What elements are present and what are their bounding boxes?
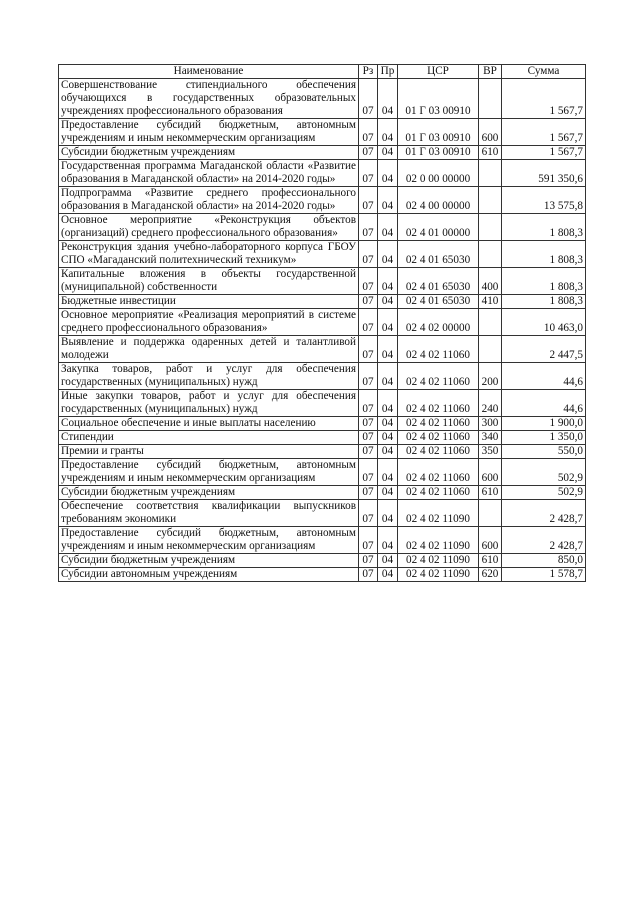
row-pr: 04 — [378, 417, 398, 431]
table-row — [59, 336, 586, 363]
row-name: Субсидии бюджетным учреждениям — [59, 486, 359, 500]
row-vr — [479, 500, 502, 527]
row-name: Реконструкция здания учебно-лабораторного корпуса ГБОУ СПО «Магаданский политехнический техникум» — [59, 241, 359, 268]
row-sum: 1 567,7 — [502, 79, 586, 119]
row-rz: 07 — [359, 309, 378, 336]
row-pr: 04 — [378, 309, 398, 336]
header-vr: ВР — [479, 65, 502, 79]
table-row — [59, 160, 586, 187]
row-pr: 04 — [378, 459, 398, 486]
row-name: Субсидии бюджетным учреждениям — [59, 146, 359, 160]
row-pr: 04 — [378, 486, 398, 500]
row-sum: 2 428,7 — [502, 527, 586, 554]
row-csr: 02 4 01 65030 — [398, 241, 479, 268]
row-vr — [479, 241, 502, 268]
row-csr: 02 4 01 65030 — [398, 268, 479, 295]
row-csr: 02 4 02 11090 — [398, 527, 479, 554]
row-sum: 1 808,3 — [502, 241, 586, 268]
row-rz: 07 — [359, 554, 378, 568]
row-pr: 04 — [378, 554, 398, 568]
header-sum: Сумма — [502, 65, 586, 79]
row-pr: 04 — [378, 500, 398, 527]
row-sum: 502,9 — [502, 486, 586, 500]
row-csr: 02 4 02 11090 — [398, 554, 479, 568]
row-vr — [479, 79, 502, 119]
row-vr — [479, 160, 502, 187]
row-sum: 591 350,6 — [502, 160, 586, 187]
table-row — [59, 527, 586, 554]
row-pr: 04 — [378, 568, 398, 582]
table-row — [59, 554, 586, 568]
row-vr: 340 — [479, 431, 502, 445]
row-sum: 1 808,3 — [502, 214, 586, 241]
row-rz: 07 — [359, 486, 378, 500]
row-name: Социальное обеспечение и иные выплаты населению — [59, 417, 359, 431]
table-row — [59, 268, 586, 295]
row-name: Стипендии — [59, 431, 359, 445]
row-vr: 240 — [479, 390, 502, 417]
row-vr: 600 — [479, 527, 502, 554]
row-name: Бюджетные инвестиции — [59, 295, 359, 309]
row-rz: 07 — [359, 459, 378, 486]
row-rz: 07 — [359, 79, 378, 119]
row-vr — [479, 336, 502, 363]
header-name: Наименование — [59, 65, 359, 79]
table-row — [59, 187, 586, 214]
row-pr: 04 — [378, 119, 398, 146]
row-rz: 07 — [359, 241, 378, 268]
table-row — [59, 568, 586, 582]
table-row — [59, 445, 586, 459]
row-pr: 04 — [378, 295, 398, 309]
row-csr: 02 4 02 11090 — [398, 568, 479, 582]
row-csr: 02 4 02 11060 — [398, 445, 479, 459]
table-row — [59, 146, 586, 160]
row-csr: 01 Г 03 00910 — [398, 119, 479, 146]
row-name: Капитальные вложения в объекты государственной (муниципальной) собственности — [59, 268, 359, 295]
table-row — [59, 417, 586, 431]
row-pr: 04 — [378, 241, 398, 268]
row-rz: 07 — [359, 363, 378, 390]
row-sum: 1 808,3 — [502, 295, 586, 309]
header-rz: Рз — [359, 65, 378, 79]
row-pr: 04 — [378, 160, 398, 187]
row-pr: 04 — [378, 363, 398, 390]
row-rz: 07 — [359, 336, 378, 363]
row-sum: 2 447,5 — [502, 336, 586, 363]
row-rz: 07 — [359, 295, 378, 309]
row-name: Предоставление субсидий бюджетным, автономным учреждениям и иным некоммерческим организациям — [59, 119, 359, 146]
row-csr: 02 4 02 11060 — [398, 431, 479, 445]
row-vr: 600 — [479, 459, 502, 486]
table-row — [59, 79, 586, 119]
row-name: Предоставление субсидий бюджетным, автономным учреждениям и иным некоммерческим организациям — [59, 527, 359, 554]
row-name: Обеспечение соответствия квалификации выпускников требованиям экономики — [59, 500, 359, 527]
row-csr: 02 4 02 11090 — [398, 500, 479, 527]
row-csr: 02 4 02 11060 — [398, 363, 479, 390]
header-pr: Пр — [378, 65, 398, 79]
row-vr: 400 — [479, 268, 502, 295]
row-name: Подпрограмма «Развитие среднего профессионального образования в Магаданской области» на 2014-2020 годы» — [59, 187, 359, 214]
row-rz: 07 — [359, 568, 378, 582]
row-rz: 07 — [359, 527, 378, 554]
row-vr: 350 — [479, 445, 502, 459]
row-sum: 1 900,0 — [502, 417, 586, 431]
row-csr: 02 4 02 11060 — [398, 417, 479, 431]
row-name: Государственная программа Магаданской области «Развитие образования в Магаданской области» на 2014-2020 годы» — [59, 160, 359, 187]
row-rz: 07 — [359, 160, 378, 187]
table-row — [59, 214, 586, 241]
row-rz: 07 — [359, 431, 378, 445]
table-row — [59, 486, 586, 500]
row-rz: 07 — [359, 390, 378, 417]
row-csr: 02 4 02 11060 — [398, 459, 479, 486]
row-csr: 02 4 02 11060 — [398, 390, 479, 417]
row-pr: 04 — [378, 390, 398, 417]
table-row — [59, 500, 586, 527]
row-csr: 01 Г 03 00910 — [398, 146, 479, 160]
row-vr — [479, 187, 502, 214]
row-sum: 1 808,3 — [502, 268, 586, 295]
row-sum: 1 567,7 — [502, 146, 586, 160]
row-vr — [479, 309, 502, 336]
row-name: Субсидии автономным учреждениям — [59, 568, 359, 582]
table-row — [59, 363, 586, 390]
table-row — [59, 459, 586, 486]
row-sum: 1 350,0 — [502, 431, 586, 445]
row-csr: 02 4 00 00000 — [398, 187, 479, 214]
row-name: Основное мероприятие «Реализация мероприятий в системе среднего профессионального образования» — [59, 309, 359, 336]
row-name: Закупка товаров, работ и услуг для обеспечения государственных (муниципальных) нужд — [59, 363, 359, 390]
budget-table-page — [58, 64, 585, 582]
row-sum: 2 428,7 — [502, 500, 586, 527]
row-csr: 02 4 02 11060 — [398, 336, 479, 363]
header-csr: ЦСР — [398, 65, 479, 79]
table-row — [59, 241, 586, 268]
row-name: Совершенствование стипендиального обеспечения обучающихся в государственных образовательных учреждениях профессионального образования — [59, 79, 359, 119]
row-csr: 02 4 01 00000 — [398, 214, 479, 241]
table-row — [59, 295, 586, 309]
row-pr: 04 — [378, 445, 398, 459]
row-vr: 620 — [479, 568, 502, 582]
table-row — [59, 309, 586, 336]
table-row — [59, 431, 586, 445]
table-row — [59, 119, 586, 146]
row-sum: 10 463,0 — [502, 309, 586, 336]
row-sum: 850,0 — [502, 554, 586, 568]
row-name: Основное мероприятие «Реконструкция объектов (организаций) среднего профессионального образования» — [59, 214, 359, 241]
table-body — [59, 79, 586, 582]
row-sum: 1 578,7 — [502, 568, 586, 582]
row-rz: 07 — [359, 445, 378, 459]
row-pr: 04 — [378, 431, 398, 445]
row-name: Премии и гранты — [59, 445, 359, 459]
row-sum: 13 575,8 — [502, 187, 586, 214]
row-vr: 610 — [479, 486, 502, 500]
row-vr: 200 — [479, 363, 502, 390]
row-sum: 44,6 — [502, 390, 586, 417]
row-rz: 07 — [359, 214, 378, 241]
row-vr: 300 — [479, 417, 502, 431]
row-pr: 04 — [378, 187, 398, 214]
row-vr: 610 — [479, 146, 502, 160]
table-header-row — [59, 65, 586, 79]
row-name: Иные закупки товаров, работ и услуг для обеспечения государственных (муниципальных) нужд — [59, 390, 359, 417]
budget-table — [58, 64, 586, 582]
row-pr: 04 — [378, 146, 398, 160]
row-pr: 04 — [378, 79, 398, 119]
row-csr: 02 0 00 00000 — [398, 160, 479, 187]
row-csr: 01 Г 03 00910 — [398, 79, 479, 119]
row-pr: 04 — [378, 527, 398, 554]
row-sum: 550,0 — [502, 445, 586, 459]
row-sum: 1 567,7 — [502, 119, 586, 146]
row-name: Субсидии бюджетным учреждениям — [59, 554, 359, 568]
row-csr: 02 4 01 65030 — [398, 295, 479, 309]
row-rz: 07 — [359, 500, 378, 527]
row-vr — [479, 214, 502, 241]
row-vr: 410 — [479, 295, 502, 309]
row-rz: 07 — [359, 417, 378, 431]
row-vr: 610 — [479, 554, 502, 568]
row-pr: 04 — [378, 214, 398, 241]
row-rz: 07 — [359, 119, 378, 146]
row-csr: 02 4 02 11060 — [398, 486, 479, 500]
row-vr: 600 — [479, 119, 502, 146]
row-pr: 04 — [378, 268, 398, 295]
row-name: Предоставление субсидий бюджетным, автономным учреждениям и иным некоммерческим организациям — [59, 459, 359, 486]
row-name: Выявление и поддержка одаренных детей и талантливой молодежи — [59, 336, 359, 363]
row-csr: 02 4 02 00000 — [398, 309, 479, 336]
row-rz: 07 — [359, 268, 378, 295]
row-rz: 07 — [359, 146, 378, 160]
table-row — [59, 390, 586, 417]
row-sum: 44,6 — [502, 363, 586, 390]
row-rz: 07 — [359, 187, 378, 214]
row-sum: 502,9 — [502, 459, 586, 486]
row-pr: 04 — [378, 336, 398, 363]
